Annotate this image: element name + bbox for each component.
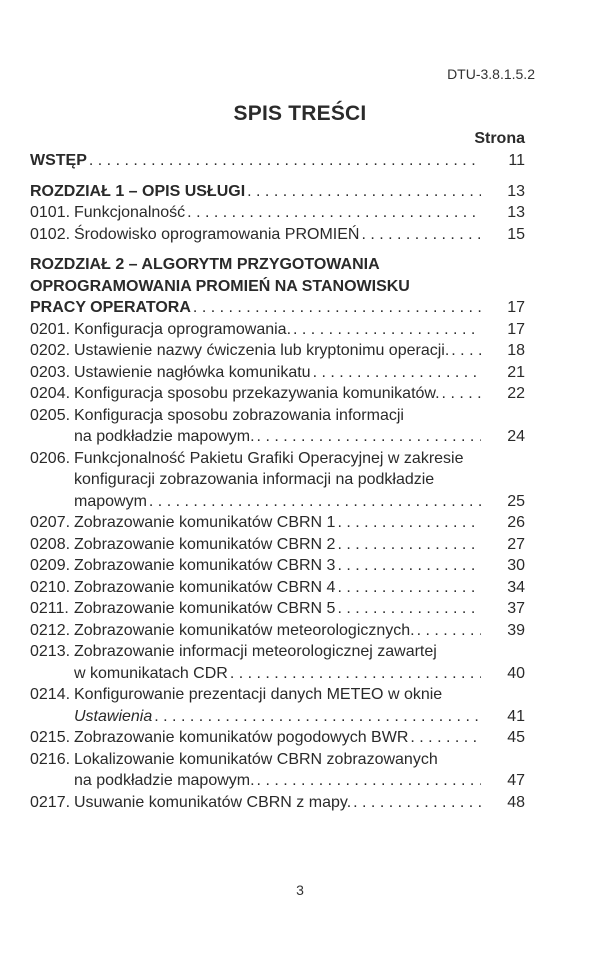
- toc-entry-number: 0207.: [30, 514, 71, 531]
- toc-entry-page: 34: [507, 578, 525, 596]
- toc-entry-number: 0208.: [30, 535, 71, 553]
- toc-entry[interactable]: [30, 362, 525, 384]
- toc-entry[interactable]: [30, 792, 525, 814]
- toc-leader-dots: [257, 770, 481, 792]
- toc-entry-number: 0215.: [30, 729, 71, 746]
- toc-entry[interactable]: [30, 448, 525, 513]
- toc-entry-number: 0217.: [30, 793, 71, 811]
- toc-entry[interactable]: [30, 319, 525, 341]
- toc-entry[interactable]: [30, 150, 525, 172]
- toc-entry-number: 0214.: [30, 686, 71, 703]
- toc-entry-title: Zobrazowanie informacji meteorologicznej zawartej: [74, 643, 437, 660]
- toc-entry-page: 13: [507, 204, 525, 221]
- toc-entry[interactable]: [30, 534, 525, 556]
- toc-entry[interactable]: [30, 202, 525, 224]
- toc-leader-dots: [149, 491, 481, 513]
- toc-leader-dots: [187, 202, 481, 224]
- toc-entry-page: 11: [508, 152, 525, 169]
- toc-entry-number: 0210.: [30, 578, 71, 596]
- toc-leader-dots: [442, 383, 481, 405]
- toc-entry-title: Konfigurowanie prezentacji danych METEO w oknie: [74, 686, 443, 703]
- toc-entry-page: 26: [507, 514, 525, 531]
- toc-entry-page: 47: [507, 772, 525, 789]
- toc-entry[interactable]: [30, 224, 525, 246]
- toc-entry-title: na podkładzie mapowym.: [74, 428, 255, 445]
- toc-entry-number: 0211.: [30, 600, 69, 617]
- toc-entry-title: Zobrazowanie komunikatów CBRN 4: [74, 578, 336, 596]
- toc-entry-page: 45: [507, 729, 525, 746]
- toc-leader-dots: [257, 426, 481, 448]
- toc-leader-dots: [337, 534, 481, 556]
- toc-entry-page: 25: [507, 492, 525, 510]
- toc-entry-number: 0209.: [30, 557, 71, 574]
- toc-entry-title: Ustawienia: [74, 707, 153, 725]
- toc-entry-page: 13: [507, 182, 525, 200]
- toc-entry-page: 22: [507, 385, 525, 402]
- toc-entry[interactable]: [30, 684, 525, 727]
- toc-entry-title: w komunikatach CDR: [74, 664, 228, 682]
- toc-entry[interactable]: [30, 512, 525, 534]
- toc-entry-number: 0205.: [30, 406, 71, 424]
- toc-leader-dots: [154, 706, 481, 728]
- toc-leader-dots: [230, 663, 481, 685]
- toc-entry-title: OPROGRAMOWANIA PROMIEŃ NA STANOWISKU: [30, 277, 410, 295]
- toc-entry-number: 0216.: [30, 750, 71, 768]
- toc-entry-title: Ustawienie nagłówka komunikatu: [74, 363, 311, 381]
- toc-entry-page: 27: [507, 535, 525, 553]
- toc-entry-page: 24: [507, 428, 525, 445]
- toc-entry-page: 30: [507, 557, 525, 574]
- toc-leader-dots: [451, 340, 481, 362]
- toc-entry-number: 0203.: [30, 363, 71, 381]
- toc-entry[interactable]: [30, 405, 525, 448]
- toc-entry-title: Konfiguracja oprogramowania.: [74, 320, 292, 338]
- toc-entry-page: 18: [507, 342, 525, 359]
- toc-entry-page: 41: [507, 707, 525, 725]
- toc-entry-title: mapowym: [74, 492, 147, 510]
- toc-leader-dots: [361, 224, 481, 246]
- toc-entry[interactable]: [30, 254, 525, 319]
- toc-entry[interactable]: [30, 598, 525, 620]
- toc-entry-title: ROZDZIAŁ 2 – ALGORYTM PRZYGOTOWANIA: [30, 256, 380, 273]
- toc-entry-title: konfiguracji zobrazowania informacji na podkładzie: [74, 471, 435, 488]
- toc-entry-title: Lokalizowanie komunikatów CBRN zobrazowanych: [74, 750, 438, 768]
- toc-leader-dots: [337, 512, 481, 534]
- toc-entry-number: 0202.: [30, 342, 71, 359]
- toc-entry-title: PRACY OPERATORA: [30, 299, 191, 316]
- toc-entry-title: Funkcjonalność Pakietu Grafiki Operacyjnej w zakresie: [74, 449, 464, 467]
- toc-entry[interactable]: [30, 383, 525, 405]
- toc-leader-dots: [89, 150, 481, 172]
- toc-entry-title: Ustawienie nazwy ćwiczenia lub kryptonimu operacji.: [74, 342, 450, 359]
- document-id: DTU-3.8.1.5.2: [447, 66, 535, 82]
- page-column-header: Strona: [474, 130, 525, 147]
- toc-entry-title: Zobrazowanie komunikatów pogodowych BWR: [74, 729, 409, 746]
- toc-entry-number: 0206.: [30, 449, 71, 467]
- toc-entry-number: 0102.: [30, 225, 71, 243]
- toc-leader-dots: [193, 297, 481, 319]
- toc-entry-title: Konfiguracja sposobu zobrazowania informacji: [74, 406, 404, 424]
- toc-entry-page: 17: [507, 299, 525, 316]
- toc-leader-dots: [313, 362, 481, 384]
- toc-entry-title: Zobrazowanie komunikatów CBRN 2: [74, 535, 336, 553]
- toc-entry-title: WSTĘP: [30, 152, 87, 169]
- toc-leader-dots: [337, 598, 481, 620]
- toc-entry-title: Funkcjonalność: [74, 204, 186, 221]
- toc-entry-title: na podkładzie mapowym.: [74, 772, 255, 789]
- toc-leader-dots: [293, 319, 481, 341]
- toc-entry[interactable]: [30, 577, 525, 599]
- toc-entry[interactable]: [30, 749, 525, 792]
- toc-entry-page: 48: [507, 793, 525, 811]
- toc-entry-number: 0213.: [30, 643, 71, 660]
- toc-entry[interactable]: [30, 340, 525, 362]
- toc-entry[interactable]: [30, 555, 525, 577]
- toc-entry[interactable]: [30, 641, 525, 684]
- page-number: 3: [296, 882, 304, 898]
- toc-leader-dots: [247, 181, 481, 203]
- toc-entry-page: 37: [507, 600, 525, 617]
- toc-entry-page: 21: [507, 363, 525, 381]
- toc-leader-dots: [337, 577, 481, 599]
- toc-entry-title: Konfiguracja sposobu przekazywania komunikatów.: [74, 385, 440, 402]
- toc-entry-page: 17: [507, 320, 525, 338]
- toc-leader-dots: [353, 792, 481, 814]
- toc-entry[interactable]: [30, 181, 525, 203]
- toc-entry-title: ROZDZIAŁ 1 – OPIS USŁUGI: [30, 182, 246, 200]
- toc-entry-title: Zobrazowanie komunikatów meteorologicznych.: [74, 621, 415, 639]
- toc-entry-title: Zobrazowanie komunikatów CBRN 5: [74, 600, 336, 617]
- toc-leader-dots: [410, 727, 481, 749]
- toc-entry[interactable]: [30, 620, 525, 642]
- toc-leader-dots: [337, 555, 481, 577]
- toc-entry[interactable]: [30, 727, 525, 749]
- toc-entry-number: 0201.: [30, 320, 71, 338]
- toc-entry-number: 0204.: [30, 385, 71, 402]
- page-title: SPIS TREŚCI: [233, 102, 367, 125]
- toc-entry-title: Usuwanie komunikatów CBRN z mapy.: [74, 793, 352, 811]
- toc-entry-title: Zobrazowanie komunikatów CBRN 3: [74, 557, 336, 574]
- toc-entry-title: Zobrazowanie komunikatów CBRN 1: [74, 514, 336, 531]
- toc-leader-dots: [417, 620, 481, 642]
- toc-entry-page: 40: [507, 664, 525, 682]
- toc-entry-number: 0212.: [30, 621, 71, 639]
- toc-entry-page: 39: [507, 621, 525, 639]
- toc-entry-title: Środowisko oprogramowania PROMIEŃ: [74, 225, 360, 243]
- table-of-contents: [30, 150, 525, 813]
- toc-entry-page: 15: [507, 225, 525, 243]
- toc-entry-number: 0101.: [30, 204, 71, 221]
